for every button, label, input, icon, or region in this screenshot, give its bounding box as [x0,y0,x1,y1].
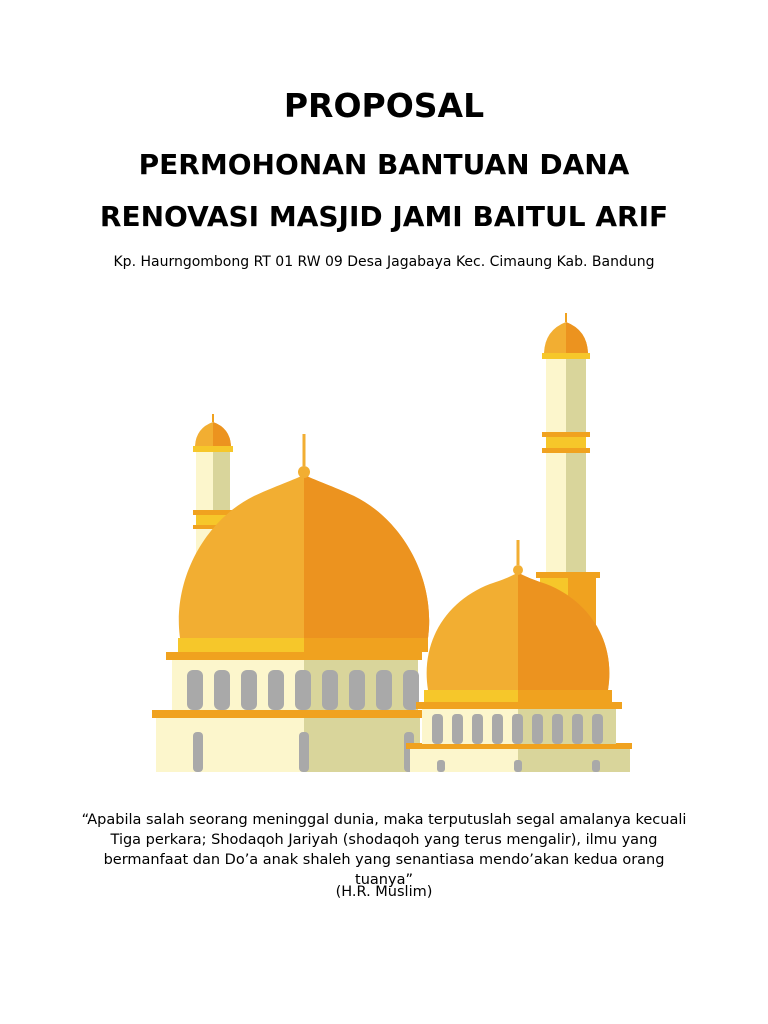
hadith-quote: “Apabila salah seorang meninggal dunia, maka terputuslah segal amalanya kecuali Tiga perkara; Shodaqoh Jariyah (shodaqoh yang terus mengalir), ilmu yang bermanfaat dan Do’a anak shaleh yang senantiasa mendo’akan kedua orang tuanya” [81,812,687,888]
mosque-icon [140,308,640,778]
main-dome-building [152,434,429,772]
hadith-source: (H.R. Muslim) [335,884,433,900]
document-subtitle-line-2: RENOVASI MASJID JAMI BAITUL ARIF [99,200,669,233]
right-minaret [536,313,600,628]
document-subtitle-line-1: PERMOHONAN BANTUAN DANA [138,148,630,181]
document-title: PROPOSAL [283,86,485,125]
document-address: Kp. Haurngombong RT 01 RW 09 Desa Jagabaya Kec. Cimaung Kab. Bandung [113,254,655,270]
